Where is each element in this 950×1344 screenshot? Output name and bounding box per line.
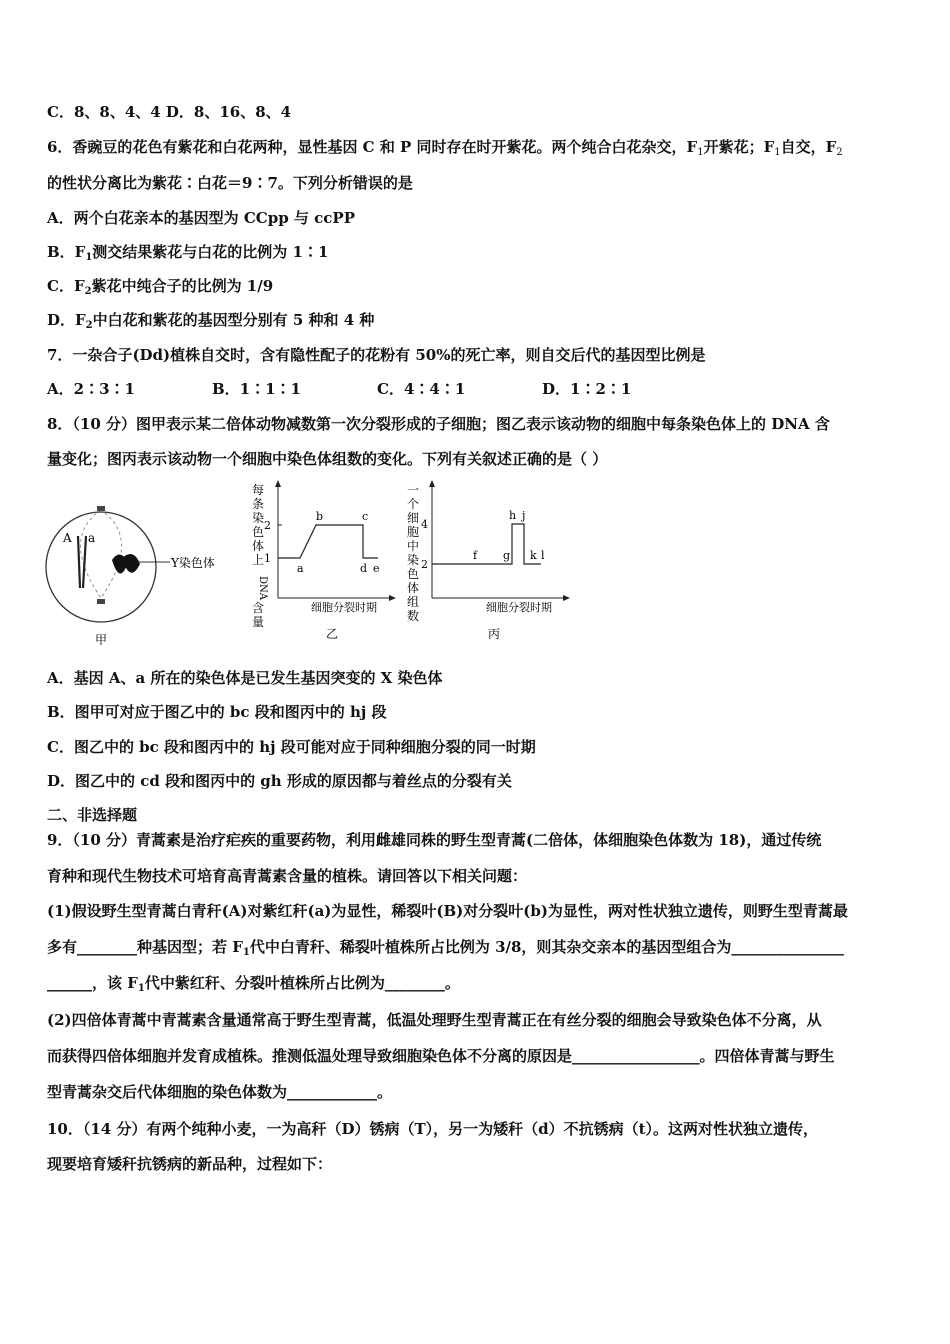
section-heading: 二、非选择题 (47, 806, 138, 824)
yi-point-d: d (360, 562, 368, 575)
x-chromosome (78, 536, 86, 588)
q6-option-b: B．$F_1$测交结果紫花与白花的比例为 1∶1 (47, 243, 329, 263)
yi-tick-1: 1 (264, 552, 271, 565)
bing-ylabel-8: 组 (407, 595, 420, 609)
figure-yi (252, 480, 396, 641)
q9-part2-line3: 型青蒿杂交后代体细胞的染色体数为____________。 (47, 1083, 393, 1101)
q9-part1-line1: (1)假设野生型青蒿白青秆(A)对紫红秆(a)为显性，稀裂叶(B)对分裂叶(b)为显性，两对性状独立遗传，则野生型青蒿最 (47, 902, 848, 920)
figure-jia (46, 506, 215, 647)
q10-stem-line1: 10．（14 分）有两个纯种小麦，一为高秆（D）锈病（T），另一为矮秆（d）不抗锈病（t）。这两对性状独立遗传， (47, 1120, 819, 1138)
yi-tick-2: 2 (264, 519, 271, 532)
yi-ylabel-0: 每 (252, 483, 265, 497)
q8-figures (0, 478, 950, 658)
yi-ylabel-4: 体 (252, 539, 265, 553)
q6-stem-line2: 的性状分离比为紫花∶白花＝9∶7。下列分析错误的是 (47, 174, 413, 192)
gene-a-upper: A (63, 531, 72, 545)
q7-option-b: B．1∶1∶1 (212, 380, 301, 398)
yi-ylabel-8: 量 (252, 615, 265, 629)
q8-option-b: B．图甲可对应于图乙中的 bc 段和图丙中的 hj 段 (47, 703, 387, 721)
y-chromosome-label: Y染色体 (171, 556, 215, 570)
q6-stem-line1: 6．香豌豆的花色有紫花和白花两种，显性基因 C 和 P 同时存在时开紫花。两个纯合白花杂交，$F_1$开紫花；$F_1$自交，$F_2$ (47, 138, 843, 158)
bing-point-l: l (541, 549, 545, 562)
bing-ylabel-2: 细 (407, 511, 420, 525)
figure-bing (407, 480, 570, 641)
bing-ylabel-3: 胞 (407, 525, 420, 539)
yi-y-arrow (275, 480, 281, 487)
bing-point-k: k (530, 549, 537, 562)
bing-y-arrow (429, 480, 435, 487)
bing-xlabel: 细胞分裂时期 (486, 601, 552, 614)
figure-bing-label: 丙 (488, 627, 501, 641)
q8-stem-line1: 8．（10 分）图甲表示某二倍体动物减数第一次分裂形成的子细胞；图乙表示该动物的细胞中每条染色体上的 DNA 含 (47, 415, 830, 433)
q9-stem-line2: 育种和现代生物技术可培育高青蒿素含量的植株。请回答以下相关问题： (47, 867, 528, 885)
bing-ylabel-0: 一 (407, 483, 420, 497)
q9-part1-line3: ______，该 $F_1$代中紫红秆、分裂叶植株所占比例为________。 (47, 974, 460, 994)
q9-part2-line1: (2)四倍体青蒿中青蒿素含量通常高于野生型青蒿，低温处理野生型青蒿正在有丝分裂的细胞会导致染色体不分离，从 (47, 1011, 822, 1029)
bing-x-arrow (563, 595, 570, 601)
figure-yi-label: 乙 (326, 627, 339, 641)
bing-point-h: h (509, 509, 517, 522)
q9-part2-line2: 而获得四倍体细胞并发育成植株。推测低温处理导致细胞染色体不分离的原因是_________________。四倍体青蒿与野生 (47, 1047, 835, 1065)
yi-ylabel-6: DNA (257, 576, 268, 600)
bing-point-f: f (473, 549, 478, 562)
q7-option-a: A．2∶3∶1 (47, 380, 135, 398)
q7-stem: 7．一杂合子(Dd)植株自交时，含有隐性配子的花粉有 50%的死亡率，则自交后代的基因型比例是 (47, 346, 706, 364)
bing-ylabel-7: 体 (407, 581, 420, 595)
q9-part1-line2: 多有________种基因型；若 $F_1$代中白青秆、稀裂叶植株所占比例为 3/8，则其杂交亲本的基因型组合为_______________ (47, 938, 844, 958)
yi-ylabel-7: 含 (252, 601, 265, 615)
q7-option-c: C．4∶4∶1 (377, 380, 466, 398)
spindle (81, 510, 122, 598)
bing-tick-2: 2 (421, 558, 428, 571)
yi-ylabel-1: 条 (252, 497, 265, 511)
q9-stem-line1: 9．（10 分）青蒿素是治疗疟疾的重要药物，利用雌雄同株的野生型青蒿(二倍体，体细胞染色体数为 18)，通过传统 (47, 831, 822, 849)
bing-point-g: g (503, 549, 511, 562)
q5-options-tail: C．8、8、4、4 D．8、16、8、4 (47, 103, 292, 121)
centrosome-top (97, 506, 105, 511)
y-chromosome (112, 554, 140, 573)
q8-option-d: D．图乙中的 cd 段和图丙中的 gh 形成的原因都与着丝点的分裂有关 (47, 772, 512, 790)
yi-ylabel-5: 上 (252, 553, 265, 567)
centrosome-bottom (97, 599, 105, 604)
bing-ylabel-9: 数 (407, 609, 420, 623)
q8-option-a: A．基因 A、a 所在的染色体是已发生基因突变的 X 染色体 (47, 669, 443, 687)
yi-curve (278, 525, 378, 558)
bing-curve (432, 524, 541, 564)
bing-ylabel-5: 染 (407, 553, 420, 567)
yi-point-e: e (373, 562, 380, 575)
yi-point-b: b (316, 510, 324, 523)
q6-option-d: D．$F_2$中白花和紫花的基因型分别有 5 种和 4 种 (47, 311, 375, 331)
bing-ylabel-1: 个 (407, 497, 420, 511)
cell-membrane (46, 512, 156, 622)
gene-a-lower: a (88, 531, 96, 545)
yi-ylabel-2: 染 (252, 511, 265, 525)
yi-xlabel: 细胞分裂时期 (311, 601, 377, 614)
bing-point-j: j (522, 509, 526, 522)
q7-option-d: D．1∶2∶1 (542, 380, 632, 398)
q6-option-c: C．$F_2$紫花中纯合子的比例为 1/9 (47, 277, 274, 297)
bing-ylabel-4: 中 (407, 539, 420, 553)
q10-stem-line2: 现要培育矮秆抗锈病的新品种，过程如下： (47, 1155, 333, 1173)
q6-option-a: A．两个白花亲本的基因型为 CCpp 与 ccPP (47, 209, 355, 227)
yi-ylabel-3: 色 (252, 525, 265, 539)
yi-x-arrow (389, 595, 396, 601)
yi-point-a: a (297, 562, 304, 575)
q8-option-c: C．图乙中的 bc 段和图丙中的 hj 段可能对应于同种细胞分裂的同一时期 (47, 738, 536, 756)
yi-point-c: c (362, 510, 369, 523)
q8-stem-line2: 量变化；图丙表示该动物一个细胞中染色体组数的变化。下列有关叙述正确的是（ ） (47, 450, 608, 468)
bing-ylabel-6: 色 (407, 567, 420, 581)
figure-jia-label: 甲 (95, 633, 108, 647)
bing-tick-4: 4 (421, 518, 428, 531)
